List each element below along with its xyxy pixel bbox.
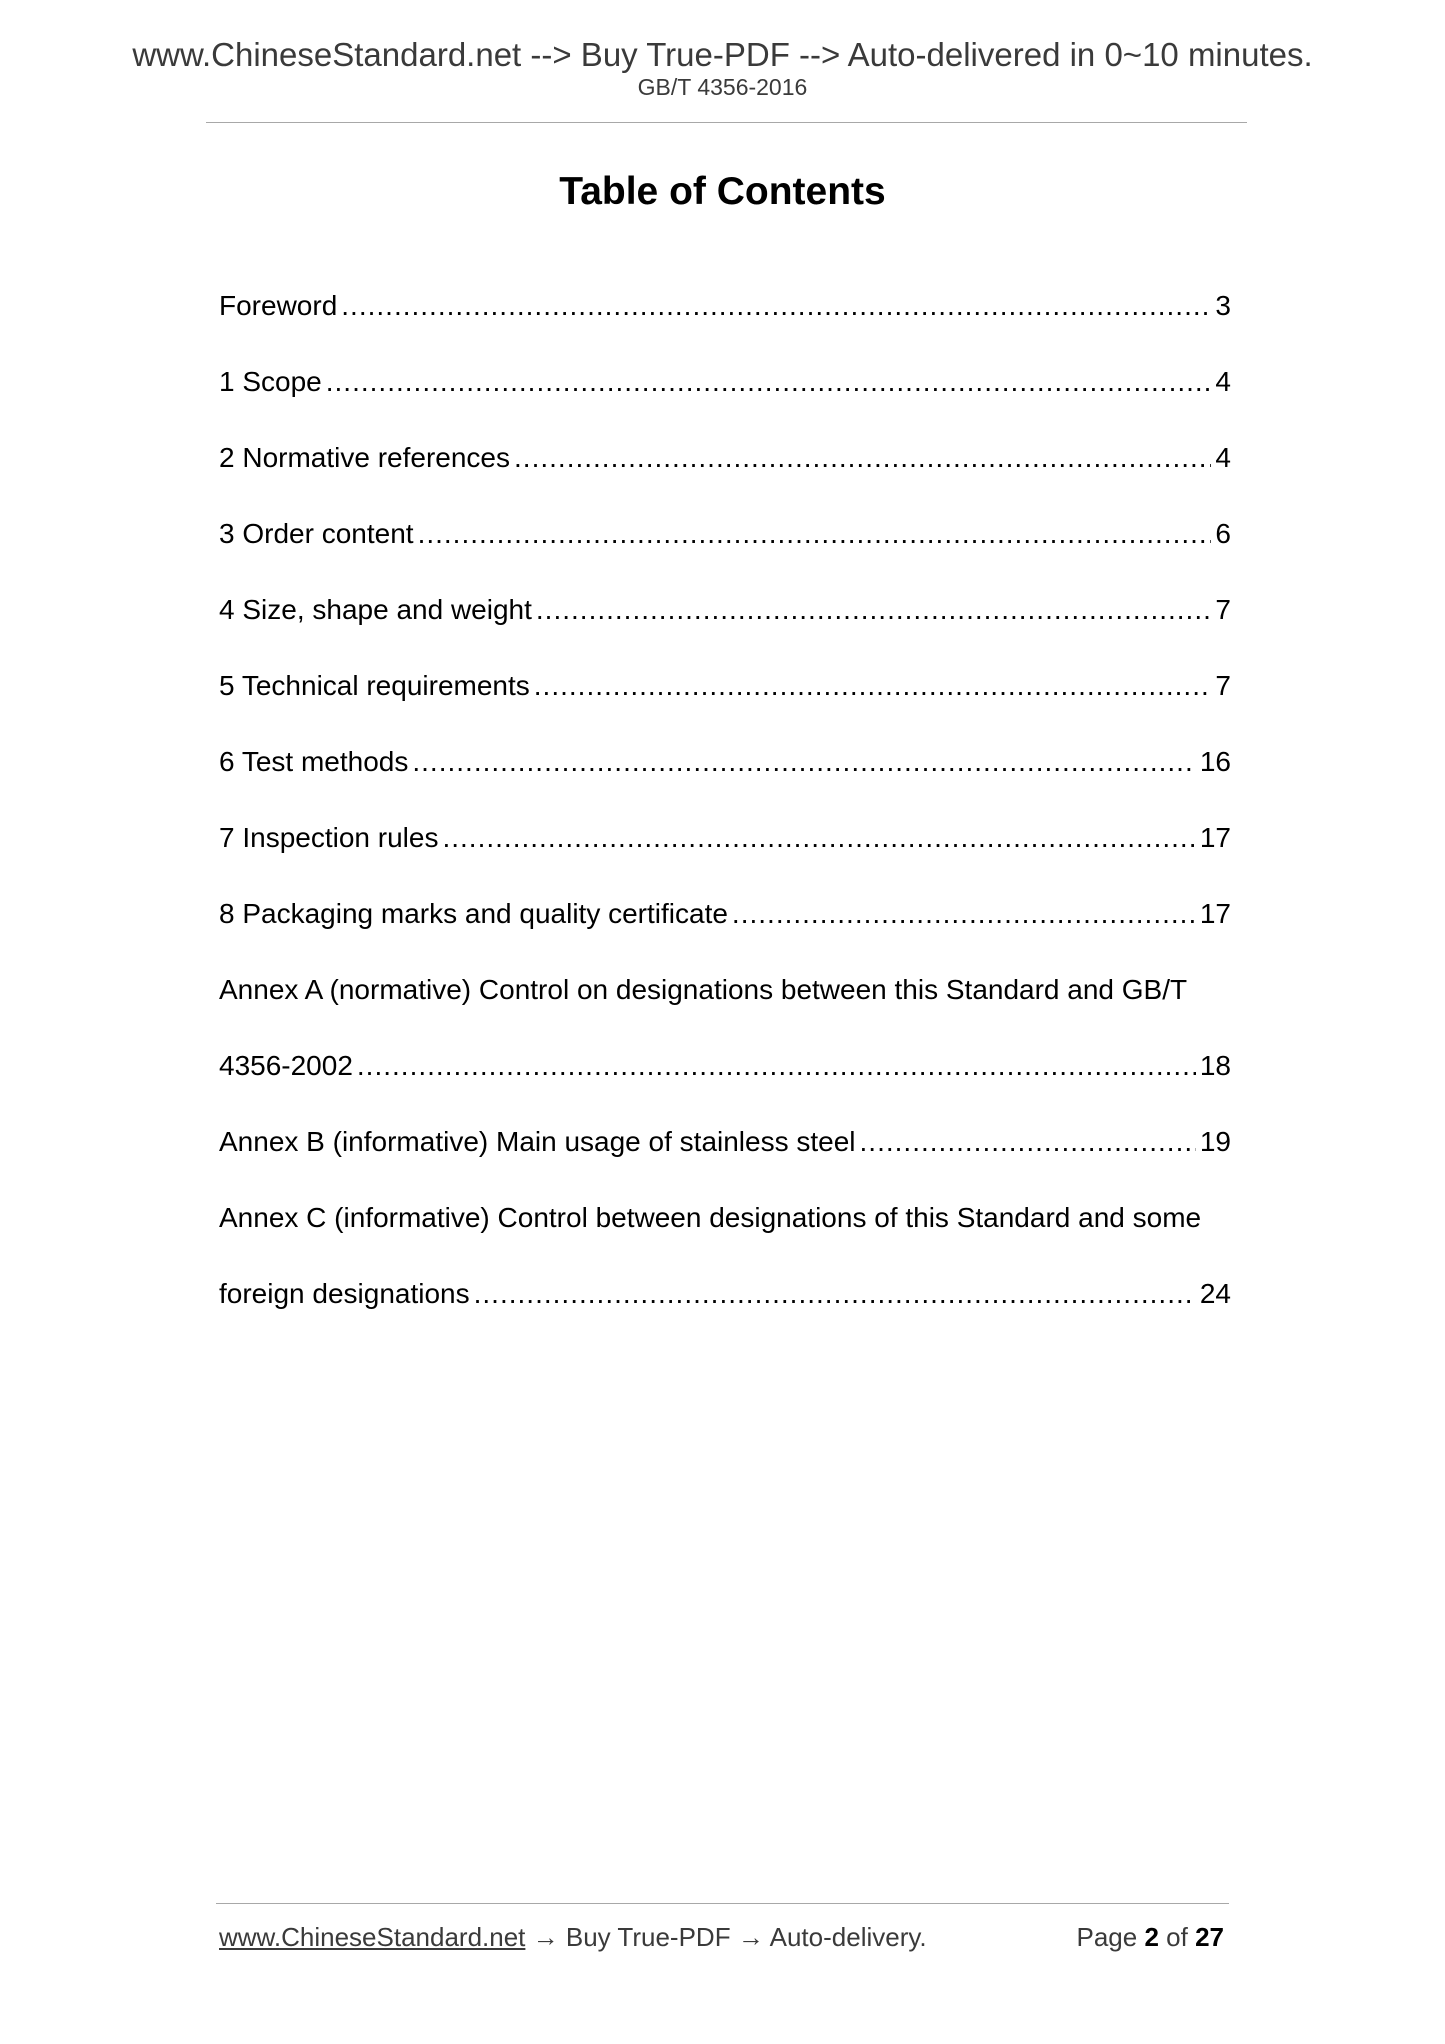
toc-entry-label: 7 Inspection rules [219, 822, 439, 853]
page-total: 27 [1195, 1922, 1224, 1952]
toc-entry-label: Annex B (informative) Main usage of stainless steel [219, 1126, 856, 1157]
toc-leader-dots [536, 591, 1212, 629]
toc-list [219, 287, 1231, 1351]
toc-entry-size-shape-weight[interactable] [219, 591, 1231, 629]
arrow-right-icon: → [532, 1922, 559, 1952]
footer-site-link[interactable]: www.ChineseStandard.net [219, 1922, 526, 1952]
toc-entry-label: 3 Order content [219, 518, 414, 549]
toc-entry-test-methods[interactable] [219, 743, 1231, 781]
toc-leader-dots [326, 363, 1212, 401]
toc-entry-annex-a[interactable] [219, 971, 1231, 1009]
toc-entry-page: 17 [1199, 898, 1231, 929]
toc-entry-annex-c[interactable] [219, 1199, 1231, 1237]
toc-entry-annex-b[interactable] [219, 1123, 1231, 1161]
toc-entry-label: 5 Technical requirements [219, 670, 530, 701]
toc-leader-dots [860, 1123, 1196, 1161]
toc-entry-label: 6 Test methods [219, 746, 409, 777]
header-banner: www.ChineseStandard.net --> Buy True-PDF --> Auto-delivered in 0~10 minutes. [132, 36, 1313, 73]
toc-leader-dots [442, 819, 1195, 857]
toc-entry-label: 4 Size, shape and weight [219, 594, 532, 625]
toc-title: Table of Contents [559, 170, 886, 213]
page-current: 2 [1144, 1922, 1159, 1952]
toc-entry-label: 4356-2002 [219, 1050, 353, 1081]
toc-entry-page: 4 [1215, 366, 1231, 397]
footer-buy-text: Buy True-PDF [565, 1922, 731, 1952]
footer-divider [216, 1903, 1229, 1904]
header-divider [206, 122, 1247, 123]
arrow-right-icon: → [737, 1922, 764, 1952]
toc-entry-label: Annex C (informative) Control between designations of this Standard and some [219, 1202, 1202, 1233]
toc-entry-technical-requirements[interactable] [219, 667, 1231, 705]
toc-entry-inspection-rules[interactable] [219, 819, 1231, 857]
toc-entry-page: 24 [1199, 1278, 1231, 1309]
toc-entry-page: 16 [1199, 746, 1231, 777]
toc-entry-packaging-marks[interactable] [219, 895, 1231, 933]
toc-entry-normative-references[interactable] [219, 439, 1231, 477]
toc-entry-label: 2 Normative references [219, 442, 511, 473]
toc-entry-label: Annex A (normative) Control on designations between this Standard and GB/T [219, 974, 1188, 1005]
toc-entry-label: 8 Packaging marks and quality certificate [219, 898, 728, 929]
toc-entry-page: 7 [1215, 670, 1231, 701]
toc-entry-label: foreign designations [219, 1278, 470, 1309]
toc-entry-annex-c-continued[interactable] [219, 1275, 1231, 1313]
toc-leader-dots [412, 743, 1195, 781]
toc-entry-foreword[interactable] [219, 287, 1231, 325]
toc-leader-dots [732, 895, 1196, 933]
footer-delivery-text: Auto-delivery. [769, 1922, 927, 1952]
toc-leader-dots [514, 439, 1211, 477]
toc-entry-page: 19 [1199, 1126, 1231, 1157]
standard-code: GB/T 4356-2016 [637, 74, 808, 100]
toc-leader-dots [474, 1275, 1196, 1313]
toc-leader-dots [357, 1047, 1196, 1085]
toc-entry-page: 4 [1215, 442, 1231, 473]
page-footer [219, 1924, 1229, 1950]
toc-entry-page: 18 [1199, 1050, 1231, 1081]
toc-leader-dots [418, 515, 1212, 553]
of-label: of [1166, 1922, 1188, 1952]
toc-entry-page: 7 [1215, 594, 1231, 625]
toc-entry-order-content[interactable] [219, 515, 1231, 553]
toc-entry-label: Foreword [219, 290, 338, 321]
toc-entry-scope[interactable] [219, 363, 1231, 401]
toc-leader-dots [534, 667, 1212, 705]
toc-entry-page: 17 [1199, 822, 1231, 853]
page-label: Page [1076, 1922, 1138, 1952]
toc-entry-label: 1 Scope [219, 366, 322, 397]
page-number [1076, 1924, 1224, 1950]
toc-entry-page: 6 [1215, 518, 1231, 549]
toc-entry-annex-a-continued[interactable] [219, 1047, 1231, 1085]
toc-leader-dots [341, 287, 1211, 325]
toc-entry-page: 3 [1215, 290, 1231, 321]
